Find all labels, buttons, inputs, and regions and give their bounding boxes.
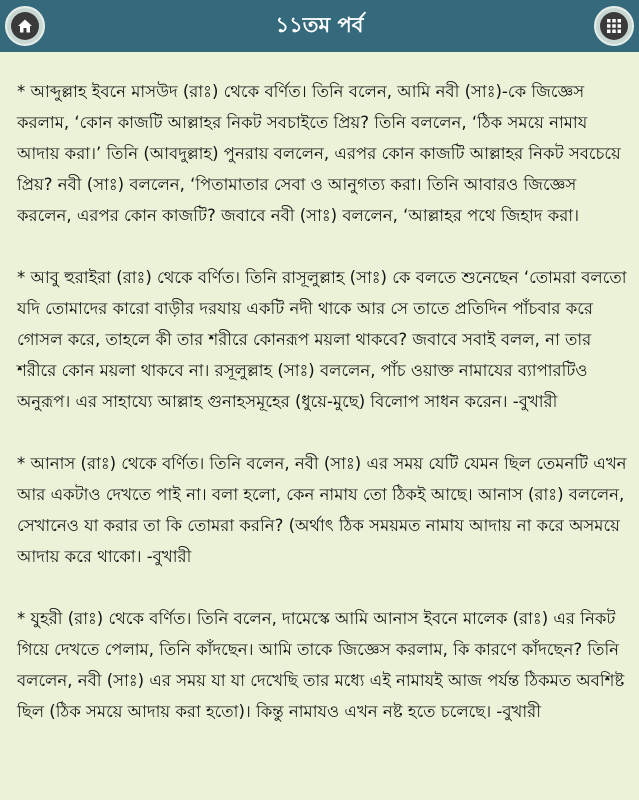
menu-button[interactable] bbox=[594, 6, 634, 46]
grid-menu-icon bbox=[600, 12, 628, 40]
hadith-paragraph-4: * যুহরী (রাঃ) থেকে বর্ণিত। তিনি বলেন, দামেস্কে আমি আনাস ইবনে মালেক (রাঃ) এর নিকট গিয়ে দেখতে পেলাম, তিনি কাঁদছেন। আমি তাকে জিজ্ঞেস করলাম, কি কারণে কাঁদছেন? তিনি বললেন, নবী (সাঃ) এর সময় যা যা দেখেছি তার মধ্যে এই নামাযই আজ পর্যন্ত ঠিকমত অবশিষ্ট ছিল (ঠিক সময়ে আদায় করা হতো)। কিন্তু নামাযও এখন নষ্ট হতে চলেছে। -বুখারী bbox=[17, 609, 625, 721]
home-button[interactable] bbox=[5, 6, 45, 46]
page-title: ১১তম পর্ব bbox=[275, 12, 364, 37]
hadith-paragraph-2: * আবু হুরাইরা (রাঃ) থেকে বর্ণিত। তিনি রাসূলুল্লাহ (সাঃ) কে বলতে শুনেছেন ‘তোমরা বলতো যদি তোমাদের কারো বাড়ীর দরযায় একটি নদী থাকে আর সে তাতে প্রতিদিন পাঁচবার করে গোসল করে, তাহলে কী তার শরীরে কোনরূপ ময়লা থাকবে? জবাবে সবাই বলল, না তার শরীরে কোন ময়লা থাকবে না। রসূলুল্লাহ (সাঃ) বললেন, পাঁচ ওয়াক্ত নামাযের ব্যাপারটিও অনুরূপ। এর সাহায্যে আল্লাহ গুনাহসমূহের (ধুয়ে-মুছে) বিলোপ সাধন করেন। -বুখারী bbox=[17, 268, 627, 411]
hadith-content bbox=[17, 76, 627, 727]
hadith-paragraph-1: * আব্দুল্লাহ ইবনে মাসউদ (রাঃ) থেকে বর্ণিত। তিনি বলেন, আমি নবী (সাঃ)-কে জিজ্ঞেস করলাম, ‘কোন কাজটি আল্লাহর নিকট সবচাইতে প্রিয়? তিনি বললেন, ‘ঠিক সময়ে নামায আদায় করা।’ তিনি (আবদুল্লাহ) পুনরায় বললেন, এরপর কোন কাজটি আল্লাহর নিকট সবচেয়ে প্রিয়? নবী (সাঃ) বললেন, ‘পিতামাতার সেবা ও আনুগত্য করা। তিনি আবারও জিজ্ঞেস করলেন, এরপর কোন কাজটি? জবাবে নবী (সাঃ) বললেন, ‘আল্লাহর পথে জিহাদ করা। bbox=[17, 82, 621, 225]
hadith-paragraph-3: * আনাস (রাঃ) থেকে বর্ণিত। তিনি বলেন, নবী (সাঃ) এর সময় যেটি যেমন ছিল তেমনটি এখন আর একটাও দেখতে পাই না। বলা হলো, কেন নামায তো ঠিকই আছে। আনাস (রাঃ) বললেন, সেখানেও যা করার তা কি তোমরা করনি? (অর্থাৎ ঠিক সময়মত নামায আদায় না করে অসময়ে আদায় করে থাকো। -বুখারী bbox=[17, 454, 627, 566]
home-icon bbox=[11, 12, 39, 40]
app-header bbox=[0, 0, 639, 52]
